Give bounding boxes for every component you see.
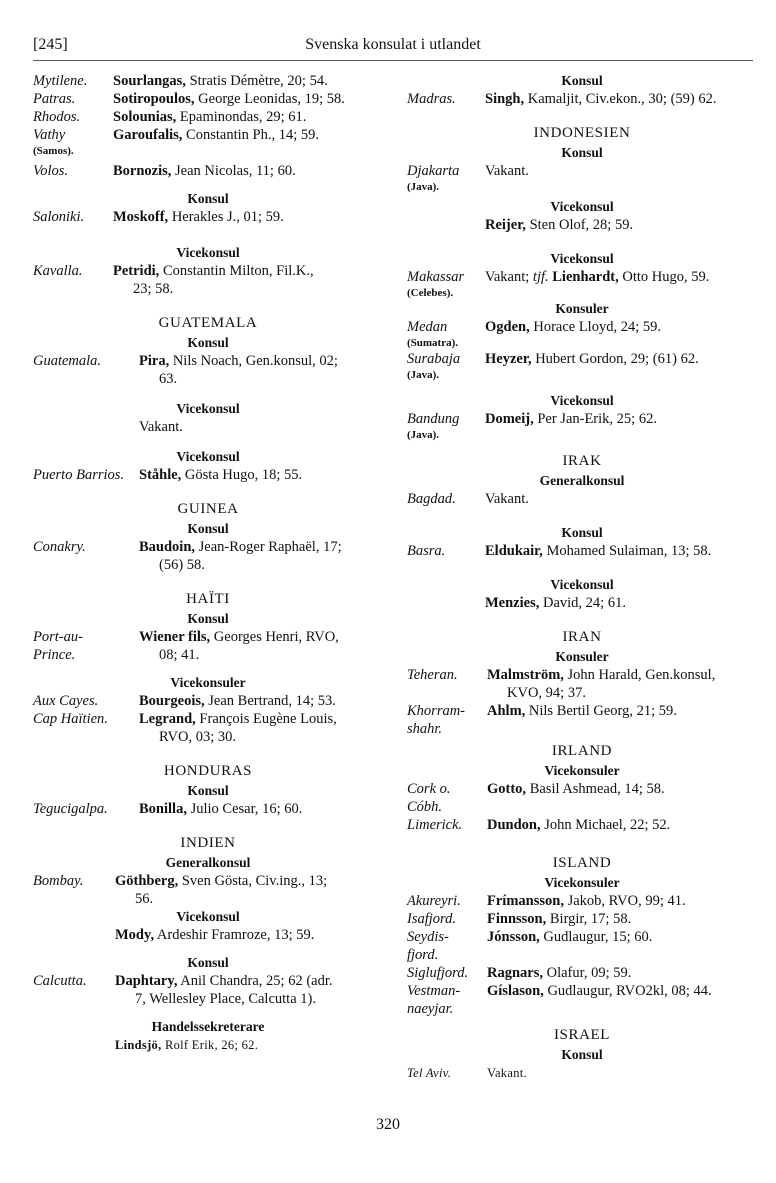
- name: Finnsson,: [487, 911, 547, 927]
- entry-puerto-barrios: [33, 466, 383, 484]
- place-cont: Cóbh.: [407, 799, 443, 815]
- details: Horace Lloyd, 24; 59.: [529, 319, 661, 335]
- details: François Eugène Louis,: [195, 711, 337, 727]
- entry-aux-cayes: [33, 692, 383, 710]
- entry-rhodos: [33, 108, 383, 126]
- name: Ahlm,: [487, 703, 526, 719]
- entry-isafjord: [407, 910, 757, 928]
- place-region: (Java).: [407, 369, 440, 381]
- vacant: Vakant.: [487, 1066, 527, 1080]
- place: Akureyri.: [407, 893, 461, 909]
- role-heading: Vicekonsuler: [544, 875, 620, 890]
- name: Göthberg,: [115, 873, 179, 889]
- country-heading-iran: IRAN: [562, 629, 602, 645]
- details: Per Jan-Erik, 25; 62.: [533, 411, 657, 427]
- name: Pira,: [139, 353, 170, 369]
- name: Legrand,: [139, 711, 196, 727]
- details: Olafur, 09; 59.: [543, 965, 632, 981]
- tjf: tjf.: [532, 269, 549, 285]
- role-heading: Konsul: [187, 611, 229, 626]
- place: Surabaja: [407, 351, 461, 367]
- role-heading: Vicekonsul: [176, 245, 240, 260]
- details: John Harald, Gen.konsul,: [563, 667, 716, 683]
- role-heading: Konsul: [187, 191, 229, 206]
- name: Malmström,: [487, 667, 564, 683]
- entry-conakry: [33, 538, 383, 574]
- role-heading: Generalkonsul: [539, 473, 625, 488]
- place: Puerto Barrios.: [33, 467, 125, 483]
- entry-bombay: [33, 872, 383, 908]
- details-cont: 7, Wellesley Place, Calcutta 1).: [135, 991, 316, 1007]
- place: Tegucigalpa.: [33, 801, 108, 817]
- entry-bagdad: [407, 490, 757, 508]
- details-cont: 23; 58.: [133, 281, 174, 297]
- country-heading-indonesien: INDONESIEN: [533, 125, 631, 141]
- place: Aux Cayes.: [33, 693, 99, 709]
- place: Seydis-: [407, 929, 449, 945]
- place: Guatemala.: [33, 353, 102, 369]
- name: Mody,: [115, 927, 155, 943]
- details: Jean-Roger Raphaël, 17;: [195, 539, 342, 555]
- role-heading: Konsul: [187, 955, 229, 970]
- right-column: [407, 72, 757, 1082]
- name: Jónsson,: [487, 929, 540, 945]
- page-number: 320: [376, 1116, 400, 1133]
- place: Medan: [407, 319, 448, 335]
- details: Ardeshir Framroze, 13; 59.: [154, 927, 315, 943]
- details: Birgir, 17; 58.: [546, 911, 632, 927]
- name: Domeij,: [485, 411, 534, 427]
- entry-cap-haitien: [33, 710, 383, 746]
- role-heading: Generalkonsul: [165, 855, 251, 870]
- role-heading: Konsuler: [555, 301, 609, 316]
- details: Nils Noach, Gen.konsul, 02;: [169, 353, 338, 369]
- entry-calcutta-handelssekreterare: [33, 1036, 383, 1054]
- details: Herakles J., 01; 59.: [168, 209, 284, 225]
- place: Rhodos.: [33, 109, 81, 125]
- name: Dundon,: [487, 817, 541, 833]
- details: Mohamed Sulaiman, 13; 58.: [542, 543, 712, 559]
- name: Bourgeois,: [139, 693, 205, 709]
- details-cont: 56.: [135, 891, 154, 907]
- entry-surabaja: [407, 350, 757, 382]
- name: Sotiropoulos,: [113, 91, 195, 107]
- entry-djakarta-vicekonsul: [407, 216, 757, 234]
- entry-tel-aviv: [407, 1064, 757, 1082]
- vacant: Vakant.: [485, 491, 529, 507]
- place: Siglufjord.: [407, 965, 469, 981]
- place-region: (Sumatra).: [407, 337, 459, 349]
- role-heading: Konsul: [187, 521, 229, 536]
- entry-vacant: [33, 418, 383, 436]
- name: Daphtary,: [115, 973, 178, 989]
- place-region: (Java).: [407, 181, 440, 193]
- details: Georges Henri, RVO,: [210, 629, 339, 645]
- details: Stratis Démètre, 20; 54.: [185, 73, 328, 89]
- role-heading: Konsul: [561, 73, 603, 88]
- name: Bonilla,: [139, 801, 187, 817]
- country-heading-island: ISLAND: [552, 855, 612, 871]
- role-heading: Vicekonsul: [550, 577, 614, 592]
- role-heading: Konsul: [561, 525, 603, 540]
- page-header: [33, 36, 753, 58]
- role-heading: Konsul: [561, 145, 603, 160]
- role-heading: Handelssekreterare: [151, 1019, 265, 1034]
- place: Volos.: [33, 163, 69, 179]
- place: Calcutta.: [33, 973, 87, 989]
- country-heading-guinea: GUINEA: [177, 501, 239, 517]
- details: Jean Bertrand, 14; 53.: [204, 693, 336, 709]
- name: Baudoin,: [139, 539, 196, 555]
- place: Cap Haïtien.: [33, 711, 108, 727]
- details: Gösta Hugo, 18; 55.: [181, 467, 303, 483]
- place-region: (Celebes).: [407, 287, 454, 299]
- name: Moskoff,: [113, 209, 169, 225]
- name: Solounias,: [113, 109, 177, 125]
- entry-khorramshahr: [407, 702, 757, 738]
- role-heading: Konsul: [561, 1047, 603, 1062]
- entry-makassar: [407, 268, 757, 300]
- role-heading: Vicekonsuler: [544, 763, 620, 778]
- place: Bombay.: [33, 873, 84, 889]
- place: Vathy: [33, 127, 66, 143]
- country-heading-irak: IRAK: [562, 453, 602, 469]
- page-reference: [245]: [33, 36, 68, 53]
- place: Cork o.: [407, 781, 451, 797]
- entry-cork: [407, 780, 757, 816]
- name: Ståhle,: [139, 467, 182, 483]
- place: Vestman-: [407, 983, 461, 999]
- place: Khorram-: [407, 703, 466, 719]
- entry-vestmannaeyjar: [407, 982, 757, 1018]
- country-heading-haiti: HAÏTI: [186, 591, 230, 607]
- entry-siglufjord: [407, 964, 757, 982]
- details: Gudlaugur, RVO2kl, 08; 44.: [543, 983, 712, 999]
- role-heading: Konsuler: [555, 649, 609, 664]
- entry-akureyri: [407, 892, 757, 910]
- name: Heyzer,: [485, 351, 532, 367]
- details: Anil Chandra, 25; 62 (adr.: [177, 973, 333, 989]
- place: Mytilene.: [33, 73, 88, 89]
- place: Makassar: [407, 269, 465, 285]
- place: Madras.: [407, 91, 456, 107]
- details: Epaminondas, 29; 61.: [176, 109, 307, 125]
- name: Reijer,: [485, 217, 526, 233]
- vacant: Vakant.: [485, 163, 529, 179]
- role-heading: Vicekonsul: [550, 251, 614, 266]
- details-cont: (56) 58.: [159, 557, 205, 573]
- name: Ragnars,: [487, 965, 543, 981]
- name: Gíslason,: [487, 983, 544, 999]
- details: Constantin Milton, Fil.K.,: [159, 263, 314, 279]
- name: Wiener fils,: [139, 629, 211, 645]
- entry-kavalla: [33, 262, 383, 298]
- name: Lienhardt,: [548, 269, 619, 285]
- entry-bombay-vicekonsul: [33, 926, 383, 944]
- entry-vathy: [33, 126, 383, 158]
- country-heading-israel: ISRAEL: [553, 1027, 611, 1043]
- name: Frímansson,: [487, 893, 564, 909]
- role-heading: Vicekonsul: [176, 909, 240, 924]
- role-heading: Vicekonsul: [176, 401, 240, 416]
- left-column: [33, 72, 383, 1054]
- details-cont: KVO, 94; 37.: [507, 685, 586, 701]
- place-cont: naeyjar.: [407, 1001, 454, 1017]
- place: Isafjord.: [407, 911, 457, 927]
- entry-volos: [33, 162, 383, 180]
- name: Menzies,: [485, 595, 540, 611]
- details: Nils Bertil Georg, 21; 59.: [525, 703, 677, 719]
- country-heading-honduras: HONDURAS: [163, 763, 253, 779]
- entry-calcutta: [33, 972, 383, 1008]
- role-heading: Vicekonsul: [176, 449, 240, 464]
- details: Jean Nicolas, 11; 60.: [171, 163, 296, 179]
- role-heading: Vicekonsul: [550, 393, 614, 408]
- name: Gotto,: [487, 781, 527, 797]
- details: Kamaljit, Civ.ekon., 30; (59) 62.: [524, 91, 717, 107]
- entry-patras: [33, 90, 383, 108]
- place: Bandung: [407, 411, 460, 427]
- details-cont: RVO, 03; 30.: [159, 729, 236, 745]
- entry-medan: [407, 318, 757, 350]
- vacant: Vakant.: [139, 419, 183, 435]
- entry-tegucigalpa: [33, 800, 383, 818]
- place: Bagdad.: [407, 491, 456, 507]
- page-title: Svenska konsulat i utlandet: [305, 36, 481, 53]
- name: Petridi,: [113, 263, 160, 279]
- details: Sten Olof, 28; 59.: [525, 217, 634, 233]
- place-cont: shahr.: [407, 721, 443, 737]
- name: Eldukair,: [485, 543, 543, 559]
- country-heading-irland: IRLAND: [551, 743, 613, 759]
- details: Basil Ashmead, 14; 58.: [526, 781, 665, 797]
- name: Lindsjö,: [115, 1038, 162, 1052]
- country-heading-indien: INDIEN: [180, 835, 236, 851]
- entry-saloniki: [33, 208, 383, 226]
- place-region: (Java).: [407, 429, 440, 441]
- details: Jakob, RVO, 99; 41.: [563, 893, 686, 909]
- details: Otto Hugo, 59.: [618, 269, 710, 285]
- place: Djakarta: [407, 163, 460, 179]
- entry-port-au-prince: [33, 628, 383, 664]
- place: Teheran.: [407, 667, 458, 683]
- entry-bandung: [407, 410, 757, 442]
- entry-basra-vicekonsul: [407, 594, 757, 612]
- role-heading: Konsul: [187, 335, 229, 350]
- place: Port-au-: [33, 629, 83, 645]
- details: David, 24; 61.: [539, 595, 626, 611]
- place-region: (Samos).: [33, 145, 74, 157]
- place: Basra.: [407, 543, 446, 559]
- entry-seydisfjord: [407, 928, 757, 964]
- details: George Leonidas, 19; 58.: [194, 91, 345, 107]
- details: Gudlaugur, 15; 60.: [539, 929, 653, 945]
- name: Bornozis,: [113, 163, 172, 179]
- name: Sourlangas,: [113, 73, 186, 89]
- details-cont: 08; 41.: [159, 647, 200, 663]
- details-cont: 63.: [159, 371, 178, 387]
- entry-guatemala: [33, 352, 383, 388]
- name: Singh,: [485, 91, 525, 107]
- header-rule: [33, 60, 753, 61]
- place: Tel Aviv.: [407, 1066, 452, 1080]
- place: Limerick.: [407, 817, 463, 833]
- place: Kavalla.: [33, 263, 83, 279]
- place: Saloniki.: [33, 209, 85, 225]
- entry-mytilene: [33, 72, 383, 90]
- place: Conakry.: [33, 539, 86, 555]
- details: Sven Gösta, Civ.ing., 13;: [178, 873, 328, 889]
- place-cont: Prince.: [33, 647, 76, 663]
- place: Patras.: [33, 91, 76, 107]
- country-heading-guatemala: GUATEMALA: [158, 315, 258, 331]
- entry-teheran: [407, 666, 757, 702]
- entry-madras: [407, 90, 757, 108]
- vacant: Vakant;: [485, 269, 533, 285]
- entry-basra: [407, 542, 757, 560]
- name: Ogden,: [485, 319, 530, 335]
- entry-limerick: [407, 816, 757, 834]
- details: Constantin Ph., 14; 59.: [182, 127, 319, 143]
- details: Julio Cesar, 16; 60.: [186, 801, 303, 817]
- name: Garoufalis,: [113, 127, 183, 143]
- details: John Michael, 22; 52.: [540, 817, 671, 833]
- role-heading: Vicekonsuler: [170, 675, 246, 690]
- details: Rolf Erik, 26; 62.: [161, 1038, 259, 1052]
- role-heading: Konsul: [187, 783, 229, 798]
- details: Hubert Gordon, 29; (61) 62.: [531, 351, 699, 367]
- entry-djakarta: [407, 162, 757, 194]
- place-cont: fjord.: [407, 947, 439, 963]
- role-heading: Vicekonsul: [550, 199, 614, 214]
